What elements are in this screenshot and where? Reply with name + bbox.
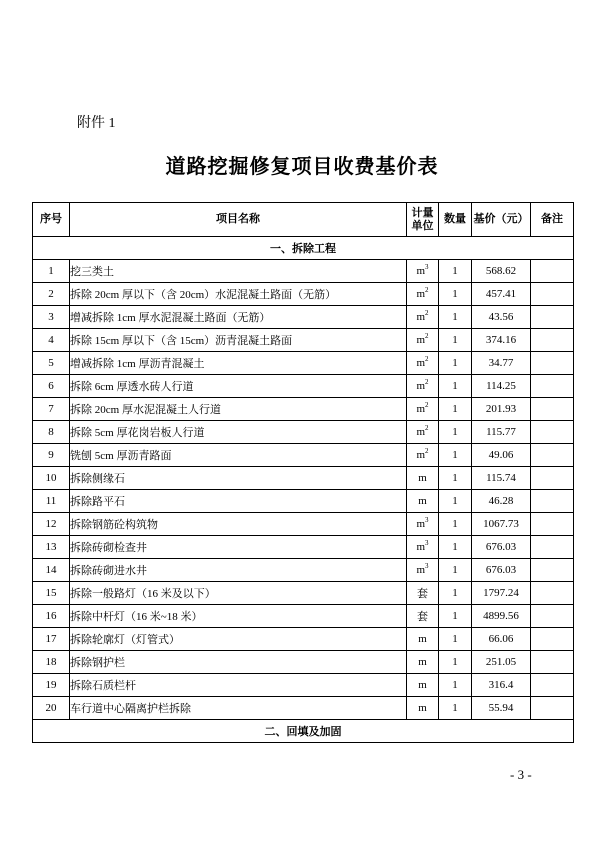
cell-name: 拆除轮廓灯（灯管式） bbox=[70, 628, 407, 651]
cell-note bbox=[531, 490, 574, 513]
cell-name: 拆除 15cm 厚以下（含 15cm）沥青混凝土路面 bbox=[70, 329, 407, 352]
cell-price: 66.06 bbox=[472, 628, 531, 651]
cell-note bbox=[531, 398, 574, 421]
cell-unit bbox=[407, 398, 439, 421]
cell-seq: 8 bbox=[33, 421, 70, 444]
cell-seq: 5 bbox=[33, 352, 70, 375]
unit-exponent: 2 bbox=[425, 378, 429, 386]
table-row bbox=[33, 398, 574, 421]
cell-unit bbox=[407, 375, 439, 398]
cell-qty: 1 bbox=[439, 260, 472, 283]
cell-qty: 1 bbox=[439, 536, 472, 559]
cell-unit bbox=[407, 421, 439, 444]
table-row bbox=[33, 628, 574, 651]
cell-price: 55.94 bbox=[472, 697, 531, 720]
table-row bbox=[33, 513, 574, 536]
cell-qty: 1 bbox=[439, 605, 472, 628]
cell-seq: 20 bbox=[33, 697, 70, 720]
cell-note bbox=[531, 536, 574, 559]
unit-text: m bbox=[418, 656, 427, 668]
attachment-label: 附件 1 bbox=[77, 116, 116, 131]
cell-qty: 1 bbox=[439, 444, 472, 467]
cell-name: 铣刨 5cm 厚沥青路面 bbox=[70, 444, 407, 467]
section-title-2: 二、回填及加固 bbox=[33, 720, 574, 743]
unit-exponent: 3 bbox=[425, 516, 429, 524]
cell-qty: 1 bbox=[439, 651, 472, 674]
cell-unit bbox=[407, 352, 439, 375]
cell-name: 拆除 20cm 厚水泥混凝土人行道 bbox=[70, 398, 407, 421]
cell-name: 拆除 20cm 厚以下（含 20cm）水泥混凝土路面（无筋） bbox=[70, 283, 407, 306]
cell-price: 568.62 bbox=[472, 260, 531, 283]
cell-qty: 1 bbox=[439, 628, 472, 651]
header-seq: 序号 bbox=[33, 203, 70, 237]
cell-price: 34.77 bbox=[472, 352, 531, 375]
table-row bbox=[33, 329, 574, 352]
cell-seq: 9 bbox=[33, 444, 70, 467]
cell-note bbox=[531, 467, 574, 490]
unit-text: m bbox=[416, 357, 426, 369]
cell-qty: 1 bbox=[439, 697, 472, 720]
cell-note bbox=[531, 697, 574, 720]
cell-seq: 17 bbox=[33, 628, 70, 651]
table-row bbox=[33, 651, 574, 674]
unit-text: m bbox=[418, 472, 427, 484]
cell-seq: 4 bbox=[33, 329, 70, 352]
cell-qty: 1 bbox=[439, 283, 472, 306]
cell-seq: 1 bbox=[33, 260, 70, 283]
cell-price: 316.4 bbox=[472, 674, 531, 697]
cell-name: 拆除砖砌检查井 bbox=[70, 536, 407, 559]
cell-price: 201.93 bbox=[472, 398, 531, 421]
cell-name: 拆除钢护栏 bbox=[70, 651, 407, 674]
cell-qty: 1 bbox=[439, 352, 472, 375]
unit-text: m bbox=[416, 518, 426, 530]
unit-text: m bbox=[416, 564, 426, 576]
cell-seq: 6 bbox=[33, 375, 70, 398]
cell-seq: 15 bbox=[33, 582, 70, 605]
table-row bbox=[33, 260, 574, 283]
unit-exponent: 2 bbox=[425, 355, 429, 363]
cell-seq: 14 bbox=[33, 559, 70, 582]
cell-qty: 1 bbox=[439, 513, 472, 536]
cell-unit bbox=[407, 559, 439, 582]
unit-text: m bbox=[416, 311, 426, 323]
unit-exponent: 2 bbox=[425, 424, 429, 432]
unit-text: m bbox=[416, 334, 426, 346]
cell-note bbox=[531, 283, 574, 306]
cell-qty: 1 bbox=[439, 375, 472, 398]
cell-note bbox=[531, 306, 574, 329]
cell-qty: 1 bbox=[439, 329, 472, 352]
table-row bbox=[33, 697, 574, 720]
cell-name: 拆除中杆灯（16 米~18 米） bbox=[70, 605, 407, 628]
table-row bbox=[33, 283, 574, 306]
unit-text: m bbox=[418, 702, 427, 714]
cell-seq: 13 bbox=[33, 536, 70, 559]
cell-qty: 1 bbox=[439, 674, 472, 697]
unit-text: m bbox=[416, 403, 426, 415]
cell-note bbox=[531, 651, 574, 674]
cell-seq: 16 bbox=[33, 605, 70, 628]
cell-name: 挖三类土 bbox=[70, 260, 407, 283]
cell-note bbox=[531, 559, 574, 582]
cell-seq: 18 bbox=[33, 651, 70, 674]
header-unit: 计量单位 bbox=[407, 203, 439, 237]
unit-text: m bbox=[416, 380, 426, 392]
cell-note bbox=[531, 628, 574, 651]
cell-unit bbox=[407, 697, 439, 720]
unit-text: m bbox=[418, 495, 427, 507]
cell-name: 拆除钢筋砼构筑物 bbox=[70, 513, 407, 536]
cell-price: 115.74 bbox=[472, 467, 531, 490]
cell-unit bbox=[407, 306, 439, 329]
cell-name: 车行道中心隔离护栏拆除 bbox=[70, 697, 407, 720]
cell-note bbox=[531, 421, 574, 444]
cell-unit bbox=[407, 260, 439, 283]
cell-seq: 12 bbox=[33, 513, 70, 536]
cell-name: 拆除路平石 bbox=[70, 490, 407, 513]
cell-price: 115.77 bbox=[472, 421, 531, 444]
unit-text: m bbox=[418, 633, 427, 645]
cell-price: 251.05 bbox=[472, 651, 531, 674]
table-row bbox=[33, 421, 574, 444]
cell-unit bbox=[407, 582, 439, 605]
table-row bbox=[33, 352, 574, 375]
cell-unit bbox=[407, 283, 439, 306]
header-note: 备注 bbox=[531, 203, 574, 237]
cell-seq: 2 bbox=[33, 283, 70, 306]
header-price: 基价（元） bbox=[472, 203, 531, 237]
cell-qty: 1 bbox=[439, 467, 472, 490]
table-row bbox=[33, 536, 574, 559]
cell-unit bbox=[407, 628, 439, 651]
table-row bbox=[33, 467, 574, 490]
cell-unit bbox=[407, 674, 439, 697]
page-number: - 3 - bbox=[510, 767, 532, 782]
cell-unit bbox=[407, 605, 439, 628]
cell-price: 1067.73 bbox=[472, 513, 531, 536]
cell-name: 拆除 5cm 厚花岗岩板人行道 bbox=[70, 421, 407, 444]
cell-price: 43.56 bbox=[472, 306, 531, 329]
cell-note bbox=[531, 513, 574, 536]
table-row bbox=[33, 605, 574, 628]
cell-price: 4899.56 bbox=[472, 605, 531, 628]
table-row bbox=[33, 490, 574, 513]
page-title: 道路挖掘修复项目收费基价表 bbox=[165, 156, 439, 178]
cell-price: 46.28 bbox=[472, 490, 531, 513]
cell-price: 49.06 bbox=[472, 444, 531, 467]
cell-price: 457.41 bbox=[472, 283, 531, 306]
header-name: 项目名称 bbox=[70, 203, 407, 237]
cell-unit bbox=[407, 513, 439, 536]
unit-exponent: 2 bbox=[425, 401, 429, 409]
cell-qty: 1 bbox=[439, 582, 472, 605]
unit-text: m bbox=[416, 541, 426, 553]
cell-name: 增减拆除 1cm 厚水泥混凝土路面（无筋） bbox=[70, 306, 407, 329]
fee-table bbox=[32, 202, 574, 743]
unit-text: m bbox=[416, 288, 426, 300]
cell-price: 1797.24 bbox=[472, 582, 531, 605]
table-row bbox=[33, 444, 574, 467]
table-row bbox=[33, 582, 574, 605]
cell-seq: 11 bbox=[33, 490, 70, 513]
table-row bbox=[33, 306, 574, 329]
cell-unit bbox=[407, 329, 439, 352]
cell-note bbox=[531, 329, 574, 352]
unit-exponent: 2 bbox=[425, 447, 429, 455]
cell-unit bbox=[407, 651, 439, 674]
cell-name: 拆除 6cm 厚透水砖人行道 bbox=[70, 375, 407, 398]
unit-exponent: 3 bbox=[425, 562, 429, 570]
cell-note bbox=[531, 605, 574, 628]
cell-seq: 19 bbox=[33, 674, 70, 697]
header-qty: 数量 bbox=[439, 203, 472, 237]
cell-note bbox=[531, 260, 574, 283]
cell-seq: 7 bbox=[33, 398, 70, 421]
cell-price: 374.16 bbox=[472, 329, 531, 352]
cell-name: 拆除砖砌进水井 bbox=[70, 559, 407, 582]
unit-text: m bbox=[416, 265, 426, 277]
section-row bbox=[33, 720, 574, 743]
table-row bbox=[33, 674, 574, 697]
cell-unit bbox=[407, 490, 439, 513]
cell-note bbox=[531, 444, 574, 467]
unit-exponent: 3 bbox=[425, 539, 429, 547]
cell-seq: 10 bbox=[33, 467, 70, 490]
cell-qty: 1 bbox=[439, 421, 472, 444]
cell-price: 114.25 bbox=[472, 375, 531, 398]
cell-note bbox=[531, 352, 574, 375]
cell-price: 676.03 bbox=[472, 559, 531, 582]
cell-qty: 1 bbox=[439, 306, 472, 329]
header-row bbox=[33, 203, 574, 237]
unit-text: m bbox=[416, 449, 426, 461]
unit-exponent: 2 bbox=[425, 332, 429, 340]
unit-text: 套 bbox=[417, 611, 428, 623]
section-row bbox=[33, 237, 574, 260]
cell-seq: 3 bbox=[33, 306, 70, 329]
table-row bbox=[33, 375, 574, 398]
unit-text: m bbox=[418, 679, 427, 691]
cell-name: 增减拆除 1cm 厚沥青混凝土 bbox=[70, 352, 407, 375]
unit-exponent: 2 bbox=[425, 286, 429, 294]
cell-note bbox=[531, 375, 574, 398]
cell-note bbox=[531, 582, 574, 605]
cell-price: 676.03 bbox=[472, 536, 531, 559]
unit-exponent: 2 bbox=[425, 309, 429, 317]
unit-text: m bbox=[416, 426, 426, 438]
cell-unit bbox=[407, 536, 439, 559]
cell-unit bbox=[407, 444, 439, 467]
cell-qty: 1 bbox=[439, 398, 472, 421]
unit-text: 套 bbox=[417, 588, 428, 600]
cell-name: 拆除一般路灯（16 米及以下） bbox=[70, 582, 407, 605]
cell-qty: 1 bbox=[439, 490, 472, 513]
cell-note bbox=[531, 674, 574, 697]
section-title-1: 一、拆除工程 bbox=[33, 237, 574, 260]
unit-exponent: 3 bbox=[425, 263, 429, 271]
table-row bbox=[33, 559, 574, 582]
cell-name: 拆除侧缘石 bbox=[70, 467, 407, 490]
cell-unit bbox=[407, 467, 439, 490]
cell-name: 拆除石质栏杆 bbox=[70, 674, 407, 697]
cell-qty: 1 bbox=[439, 559, 472, 582]
